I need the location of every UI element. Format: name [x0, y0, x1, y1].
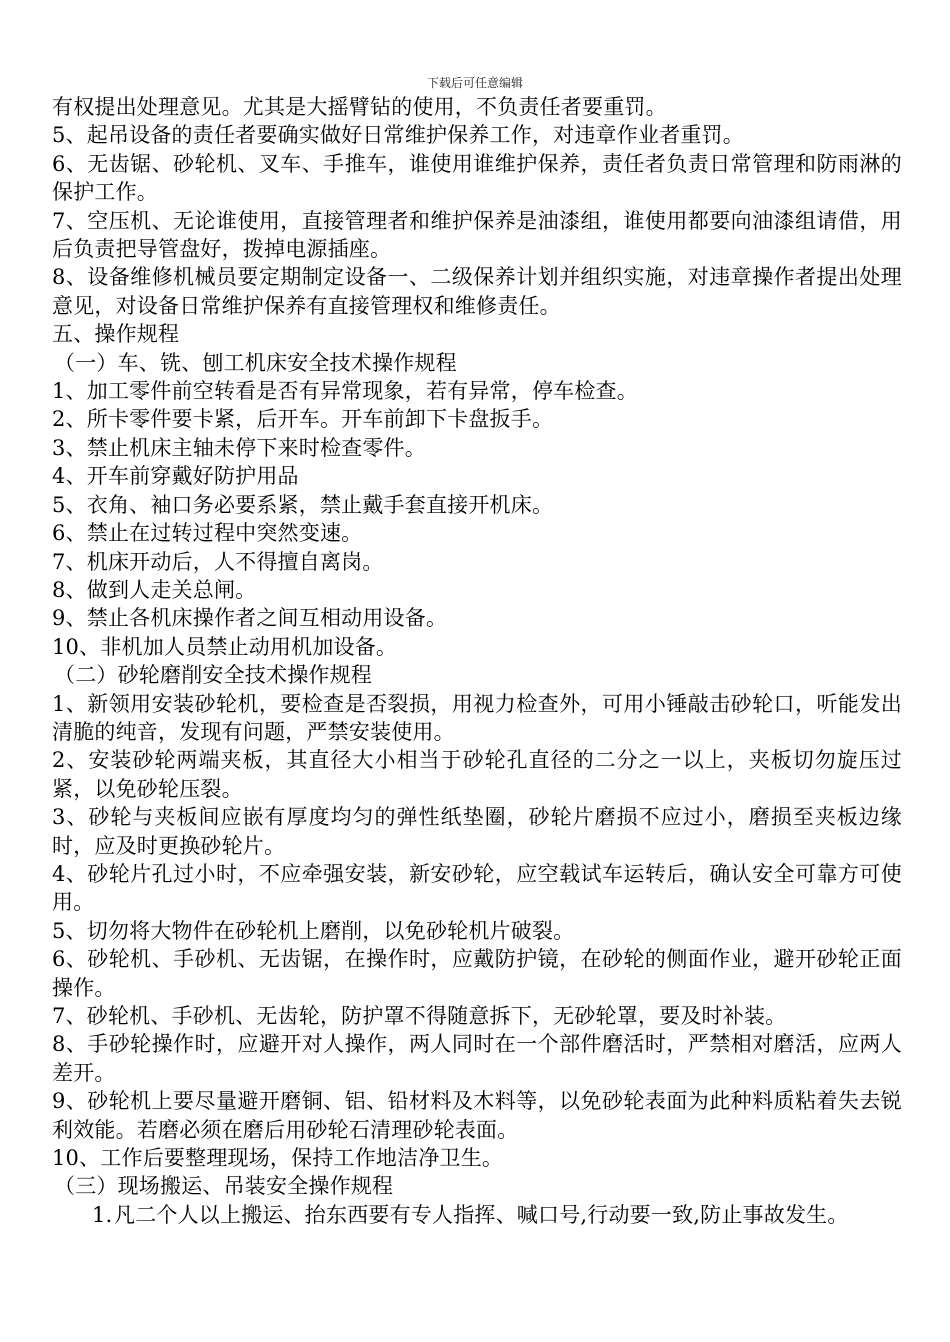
subsection-heading: （一）车、铣、刨工机床安全技术操作规程	[54, 350, 457, 375]
item-text: 凡二个人以上搬运、抬东西要有专人指挥、喊口号,行动要一致,防止事故发生。	[114, 1202, 849, 1227]
paragraph: 7、砂轮机、手砂机、无齿轮，防护罩不得随意拆下，无砂轮罩，要及时补装。	[52, 1004, 787, 1028]
paragraph: 9、禁止各机床操作者之间互相动用设备。	[52, 606, 448, 631]
paragraph: 7、机床开动后，人不得擅自离岗。	[52, 549, 384, 574]
paragraph: 8、设备维修机械员要定期制定设备一、二级保养计划并组织实施，对违章操作者提出处理意见，对设备日常维护保养有直接管理权和维修责任。	[52, 265, 902, 318]
subsection-heading: （二）砂轮磨削安全技术操作规程	[54, 663, 372, 688]
paragraph: 有权提出处理意见。尤其是大摇臂钻的使用，不负责任者要重罚。	[52, 95, 667, 119]
paragraph: 4、开车前穿戴好防护用品	[52, 464, 299, 489]
paragraph: 2、安装砂轮两端夹板，其直径大小相当于砂轮孔直径的二分之一以上，夹板切勿旋压过紧，以免砂轮压裂。	[52, 748, 902, 801]
paragraph: 5、切勿将大物件在砂轮机上磨削，以免砂轮机片破裂。	[52, 918, 575, 943]
document-body	[52, 93, 902, 1229]
paragraph: 8、手砂轮操作时，应避开对人操作，两人同时在一个部件磨活时，严禁相对磨活，应两人差开。	[52, 1032, 902, 1085]
paragraph: 6、禁止在过转过程中突然变速。	[52, 521, 363, 546]
paragraph: 5、衣角、袖口务必要系紧，禁止戴手套直接开机床。	[52, 492, 554, 517]
item-number: 1.	[92, 1202, 113, 1227]
paragraph: 7、空压机、无论谁使用，直接管理者和维护保养是油漆组，谁使用都要向油漆组请借，用后负责把导管盘好，拨掉电源插座。	[52, 208, 902, 262]
paragraph: 3、砂轮与夹板间应嵌有厚度均匀的弹性纸垫圈，砂轮片磨损不应过小，磨损至夹板边缘时，应及时更换砂轮片。	[52, 805, 902, 858]
paragraph: 5、起吊设备的责任者要确实做好日常维护保养工作，对违章作业者重罚。	[52, 123, 744, 148]
paragraph: 10、非机加人员禁止动用机加设备。	[52, 634, 398, 659]
paragraph: 10、工作后要整理现场，保持工作地洁净卫生。	[52, 1146, 504, 1171]
subsection-heading: （三）现场搬运、吊装安全操作规程	[54, 1174, 394, 1199]
paragraph: 3、禁止机床主轴未停下来时检查零件。	[52, 435, 426, 460]
paragraph: 8、做到人走关总闸。	[52, 577, 257, 602]
page-header: 下载后可任意编辑	[426, 76, 523, 90]
paragraph: 1、加工零件前空转看是否有异常现象，若有异常，停车检查。	[52, 379, 638, 404]
paragraph: 9、砂轮机上要尽量避开磨铜、铝、铅材料及木料等，以免砂轮表面为此种料质粘着失去锐利效能。若磨必须在磨后用砂轮石清理砂轮表面。	[52, 1089, 902, 1142]
paragraph: 6、无齿锯、砂轮机、叉车、手推车，谁使用谁维护保养，责任者负责日常管理和防雨淋的保护工作。	[52, 151, 902, 205]
numbered-item	[52, 1201, 902, 1229]
paragraph: 2、所卡零件要卡紧，后开车。开车前卸下卡盘扳手。	[52, 407, 554, 432]
section-heading: 五、操作规程	[52, 322, 180, 347]
paragraph: 6、砂轮机、手砂机、无齿锯，在操作时，应戴防护镜，在砂轮的侧面作业，避开砂轮正面操作。	[52, 947, 902, 1000]
paragraph: 4、砂轮片孔过小时，不应牵强安装，新安砂轮，应空载试车运转后，确认安全可靠方可使用。	[52, 861, 902, 915]
paragraph: 1、新领用安装砂轮机，要检查是否裂损，用视力检查外，可用小锤敲击砂轮口，听能发出清脆的纯音，发现有问题，严禁安装使用。	[52, 691, 902, 744]
